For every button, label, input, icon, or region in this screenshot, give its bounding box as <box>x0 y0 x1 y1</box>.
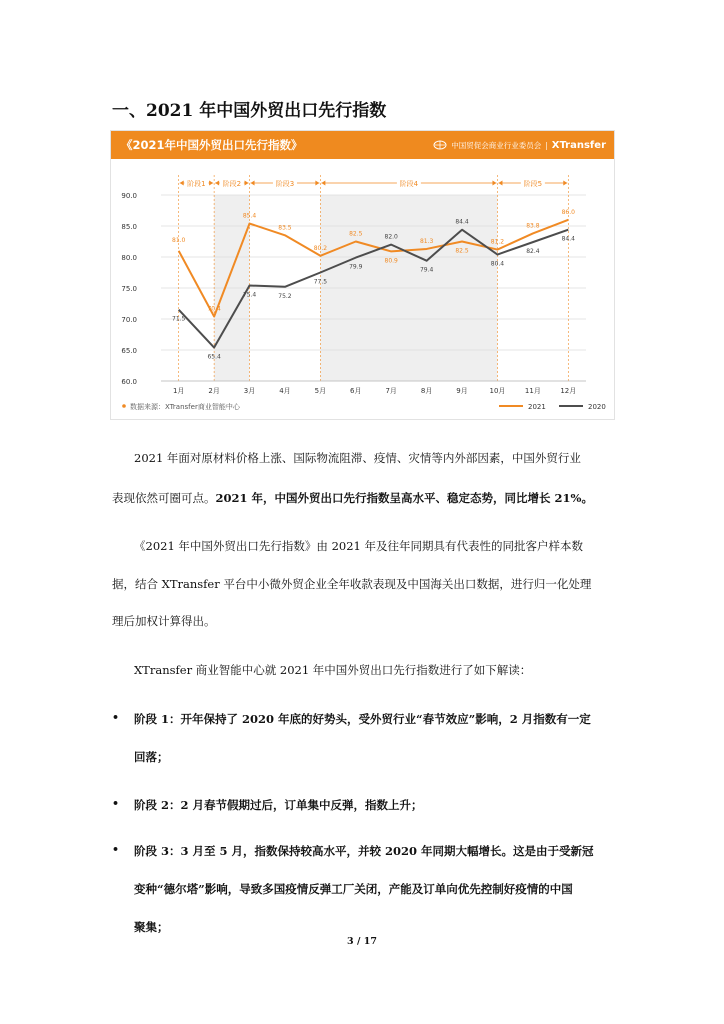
phase-arrowhead-right <box>245 181 249 186</box>
x-tick-label: 3月 <box>243 387 256 395</box>
paragraph-2-line-1: 《2021 年中国外贸出口先行指数》由 2021 年及往年同期具有代表性的同批客户样本数 <box>134 539 583 553</box>
source-bullet-icon <box>122 404 126 408</box>
x-tick-label: 12月 <box>560 387 577 395</box>
bullet-3-symbol: • <box>112 843 120 856</box>
x-tick-label: 11月 <box>524 387 541 395</box>
data-label-2021: 80.2 <box>313 244 328 252</box>
data-label-2020: 75.2 <box>278 292 292 300</box>
chart-brand <box>433 140 606 151</box>
data-label-2020: 82.0 <box>384 233 398 241</box>
paragraph-3-line-1: XTransfer 商业智能中心就 2021 年中国外贸出口先行指数进行了如下解读： <box>134 663 532 677</box>
bullet-3-line-3: 聚集； <box>134 920 169 934</box>
data-label-2021: 82.5 <box>349 230 363 238</box>
data-label-2021: 80.9 <box>384 257 398 265</box>
data-label-2020: 79.4 <box>419 266 434 274</box>
ccpit-logo-icon <box>433 140 447 150</box>
phase-arrowhead-left <box>215 181 219 186</box>
data-label-2021: 81.0 <box>172 236 186 244</box>
paragraph-1-bold: 2021 年，中国外贸出口先行指数呈高水平、稳定态势，同比增长 21%。 <box>215 491 593 505</box>
paragraph-1-line-2 <box>112 491 617 505</box>
paragraph-2-line-3: 理后加权计算得出。 <box>112 614 216 628</box>
line-chart <box>111 159 616 421</box>
phase-label: 阶段3 <box>275 180 295 188</box>
y-tick-label: 70.0 <box>121 316 137 324</box>
data-label-2020: 80.4 <box>490 260 505 268</box>
paragraph-1-line-1: 2021 年面对原材料价格上涨、国际物流阻滞、疫情、灾情等内外部因素，中国外贸行业 <box>134 451 581 465</box>
brand-separator: | <box>545 140 548 150</box>
phase-arrowhead-left <box>498 181 502 186</box>
bullet-2-line-1: 阶段 2：2 月春节假期过后，订单集中反弹，指数上升； <box>134 798 423 812</box>
data-label-2020: 77.5 <box>313 278 328 286</box>
x-tick-label: 4月 <box>279 387 291 395</box>
chart-title: 《2021年中国外贸出口先行指数》 <box>121 138 303 152</box>
bullet-3-line-1: 阶段 3：3 月至 5 月，指数保持较高水平，并较 2020 年同期大幅增长。这是由于受新冠 <box>134 844 594 858</box>
y-tick-label: 85.0 <box>121 223 137 231</box>
y-tick-label: 60.0 <box>121 378 137 386</box>
phase-arrowhead-right <box>209 181 213 186</box>
data-label-2021: 85.4 <box>242 212 257 220</box>
x-tick-label: 1月 <box>172 387 185 395</box>
x-tick-label: 6月 <box>350 387 362 395</box>
x-tick-label: 9月 <box>456 387 468 395</box>
bullet-2-symbol: • <box>112 797 120 810</box>
data-label-2021: 82.5 <box>455 247 469 255</box>
data-label-2020: 79.9 <box>349 263 363 271</box>
bullet-3-line-2: 变种“德尔塔”影响，导致多国疫情反弹工厂关闭，产能及订单向优先控制好疫情的中国 <box>134 882 573 896</box>
y-tick-label: 75.0 <box>121 285 137 293</box>
phase-arrowhead-left <box>180 181 184 186</box>
y-tick-label: 65.0 <box>121 347 137 355</box>
phase-arrowhead-right <box>492 181 496 186</box>
data-label-2020: 84.4 <box>455 218 469 226</box>
y-tick-label: 80.0 <box>121 254 137 262</box>
phase-arrowhead-right <box>315 181 319 186</box>
data-label-2021: 83.8 <box>526 222 540 230</box>
x-tick-label: 10月 <box>489 387 506 395</box>
data-label-2021: 81.3 <box>419 237 434 245</box>
x-tick-label: 2月 <box>208 387 220 395</box>
brand-name: XTransfer <box>551 139 606 151</box>
data-label-2021: 81.2 <box>490 238 505 246</box>
legend-label-2021: 2021 <box>528 403 546 411</box>
data-label-2020: 82.4 <box>526 248 540 256</box>
phase-label: 阶段5 <box>523 180 543 188</box>
section-title: 一、2021 年中国外贸出口先行指数 <box>112 101 387 121</box>
x-tick-label: 7月 <box>385 387 397 395</box>
data-label-2020: 65.4 <box>207 353 221 361</box>
chart-header <box>111 131 614 159</box>
page-number: 3 / 17 <box>347 936 377 947</box>
data-label-2021: 70.4 <box>207 305 221 313</box>
phase-arrowhead-right <box>563 181 567 186</box>
phase-arrowhead-left <box>251 181 255 186</box>
data-source: 数据来源：XTransfer商业智能中心 <box>130 403 240 411</box>
bullet-1-line-1: 阶段 1：开年保持了 2020 年底的好势头，受外贸行业“春节效应”影响，2 月指数有一定 <box>134 712 591 726</box>
data-label-2020: 71.5 <box>172 315 186 323</box>
data-label-2021: 86.0 <box>561 208 575 216</box>
data-label-2020: 75.4 <box>242 291 257 299</box>
legend-label-2020: 2020 <box>588 403 606 411</box>
bullet-1-symbol: • <box>112 711 120 724</box>
x-tick-label: 8月 <box>420 387 433 395</box>
paragraph-1-normal: 表现依然可圈可点。 <box>112 491 216 505</box>
x-tick-label: 5月 <box>314 387 327 395</box>
phase-label: 阶段1 <box>187 180 206 188</box>
phase-label: 阶段2 <box>222 180 242 188</box>
data-label-2021: 83.5 <box>278 224 292 232</box>
chart-card <box>110 130 615 420</box>
y-tick-label: 90.0 <box>121 192 137 200</box>
brand-org: 中国贸促会商业行业委员会 <box>451 140 542 150</box>
data-label-2020: 84.4 <box>561 235 575 243</box>
phase-arrowhead-left <box>321 181 325 186</box>
paragraph-2-line-2: 据，结合 XTransfer 平台中小微外贸企业全年收款表现及中国海关出口数据，进行归一化处理 <box>112 577 592 591</box>
bullet-1-line-2: 回落； <box>134 750 169 764</box>
phase-label: 阶段4 <box>399 180 419 188</box>
